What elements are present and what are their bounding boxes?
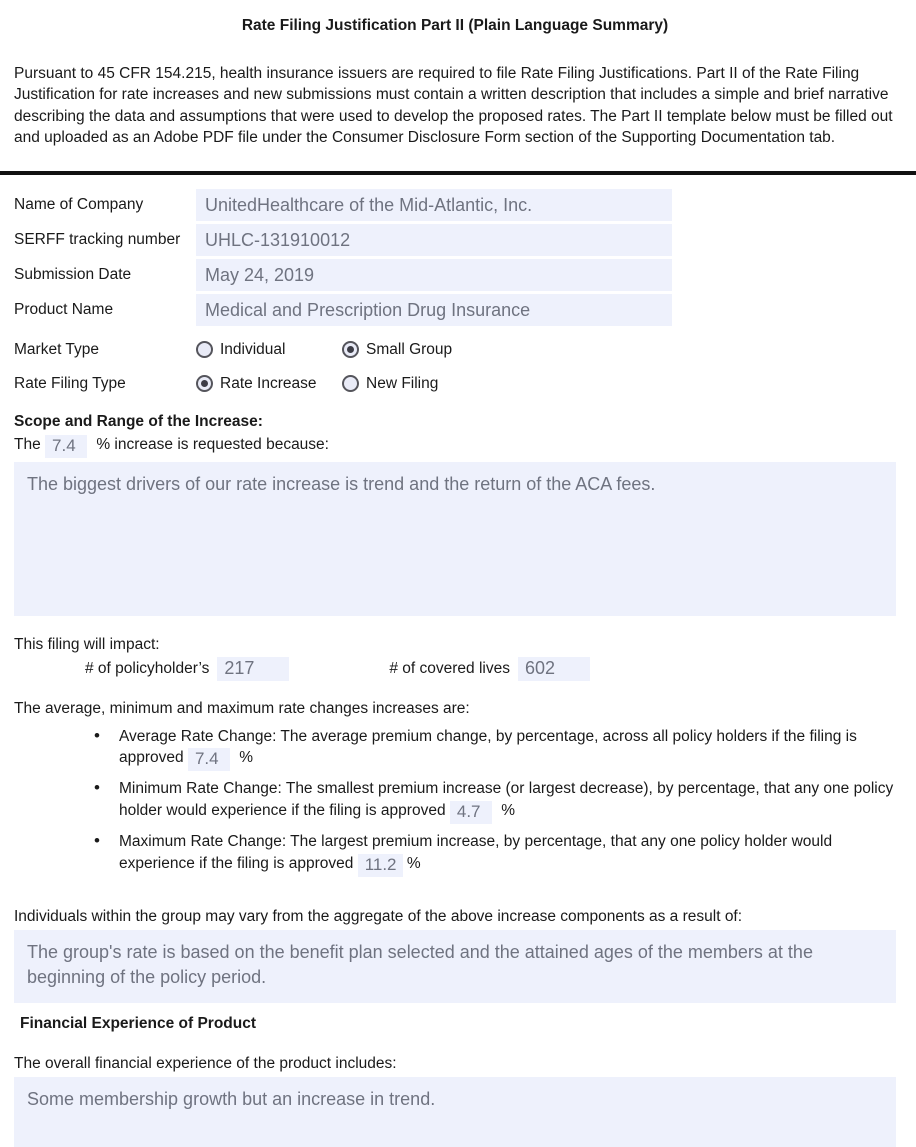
increase-sentence xyxy=(14,434,896,458)
average-rate-change-text: Average Rate Change: The average premium change, by percentage, across all policy holders if the filing is approved xyxy=(119,727,857,767)
company-label: Name of Company xyxy=(14,196,144,214)
company-input[interactable]: UnitedHealthcare of the Mid-Atlantic, Inc. xyxy=(196,189,672,221)
new-filing-radio[interactable] xyxy=(342,375,359,392)
market-type-label: Market Type xyxy=(14,340,100,358)
maximum-rate-change-suffix: % xyxy=(406,855,421,873)
rate-changes-list xyxy=(14,726,896,877)
average-rate-change-suffix: % xyxy=(239,749,254,767)
covered-lives-label: # of covered lives xyxy=(389,660,510,678)
individual-radio-label: Individual xyxy=(220,340,286,358)
rate-filing-rate-increase xyxy=(196,373,342,394)
maximum-rate-change-input[interactable]: 11.2 xyxy=(358,854,403,877)
financial-heading: Financial Experience of Product xyxy=(20,1015,257,1033)
rate-filing-new-filing xyxy=(342,373,438,394)
form-row-product-name xyxy=(14,294,896,326)
serff-label: SERFF tracking number xyxy=(14,231,181,249)
form-row-submission-date xyxy=(14,259,896,291)
serff-input[interactable]: UHLC-131910012 xyxy=(196,224,672,256)
submission-date-label: Submission Date xyxy=(14,266,132,284)
covered-lives-input[interactable]: 602 xyxy=(518,657,590,681)
maximum-rate-change-text: Maximum Rate Change: The largest premium increase, by percentage, that any one policy holder would experience if the filing is approved xyxy=(119,833,833,873)
form-row-rate-filing-type xyxy=(14,373,896,394)
minimum-rate-change-input[interactable]: 4.7 xyxy=(450,801,492,824)
increase-pct-input[interactable]: 7.4 xyxy=(45,435,87,458)
rate-increase-radio-label: Rate Increase xyxy=(220,374,317,392)
form-row-market-type xyxy=(14,339,896,360)
scope-heading: Scope and Range of the Increase: xyxy=(14,412,263,430)
intro-paragraph: Pursuant to 45 CFR 154.215, health insurance issuers are required to file Rate Filing Justifications. Part II of the Rate Filing Justification for rate increases and new submissions must contain a written description that includes a simple and brief narrative describing the data and assumptions that were used to develop the proposed rates. The Part II template below must be filled out and uploaded as an Adobe PDF file under the Consumer Disclosure Form section of the Supporting Documentation tab. xyxy=(14,65,893,147)
form-row-serff xyxy=(14,224,896,256)
small-group-radio[interactable] xyxy=(342,341,359,358)
financial-textarea[interactable]: Some membership growth but an increase in trend. xyxy=(14,1077,896,1147)
average-rate-change-item xyxy=(92,726,896,772)
market-type-small-group xyxy=(342,339,452,360)
rate-changes-heading: The average, minimum and maximum rate changes increases are: xyxy=(14,699,470,717)
increase-sentence-prefix: The xyxy=(14,435,41,453)
product-name-label: Product Name xyxy=(14,301,114,319)
page-title: Rate Filing Justification Part II (Plain Language Summary) xyxy=(241,17,669,34)
maximum-rate-change-item xyxy=(92,831,896,877)
form-header-block xyxy=(14,189,896,394)
average-rate-change-input[interactable]: 7.4 xyxy=(188,748,230,771)
document-page xyxy=(0,15,916,1147)
increase-sentence-suffix: % increase is requested because: xyxy=(96,435,329,453)
market-type-individual xyxy=(196,339,342,360)
new-filing-radio-label: New Filing xyxy=(366,374,439,392)
minimum-rate-change-text: Minimum Rate Change: The smallest premium increase (or largest decrease), by percentage, that any one policy holder would experience if the filing is approved xyxy=(119,780,894,820)
variation-prompt: Individuals within the group may vary from the aggregate of the above increase components as a result of: xyxy=(14,908,743,926)
product-name-input[interactable]: Medical and Prescription Drug Insurance xyxy=(196,294,672,326)
rate-filing-type-label: Rate Filing Type xyxy=(14,374,126,392)
policyholders-label: # of policyholder’s xyxy=(85,660,210,678)
rate-increase-radio[interactable] xyxy=(196,375,213,392)
minimum-rate-change-suffix: % xyxy=(501,802,515,820)
impact-heading: This filing will impact: xyxy=(14,635,160,653)
small-group-radio-label: Small Group xyxy=(366,340,453,358)
financial-prompt: The overall financial experience of the product includes: xyxy=(14,1055,397,1073)
submission-date-input[interactable]: May 24, 2019 xyxy=(196,259,672,291)
section-divider xyxy=(0,171,916,175)
variation-textarea[interactable]: The group's rate is based on the benefit plan selected and the attained ages of the members at the beginning of the policy period. xyxy=(14,930,896,1003)
form-row-company xyxy=(14,189,896,221)
policyholders-input[interactable]: 217 xyxy=(217,657,289,681)
minimum-rate-change-item xyxy=(92,778,896,824)
individual-radio[interactable] xyxy=(196,341,213,358)
increase-reason-textarea[interactable]: The biggest drivers of our rate increase is trend and the return of the ACA fees. xyxy=(14,462,896,616)
impact-row xyxy=(85,657,896,681)
